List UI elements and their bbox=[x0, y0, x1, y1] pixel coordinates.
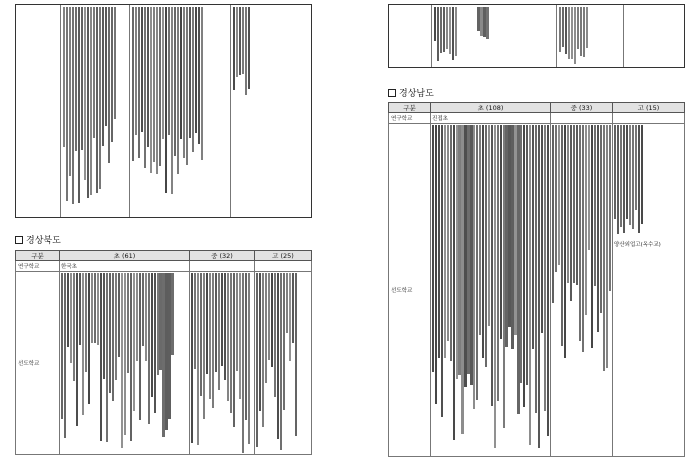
header-type: 구분 bbox=[389, 103, 431, 113]
school-name-text bbox=[609, 125, 611, 291]
leading-middle bbox=[551, 124, 613, 457]
section-title-gyeongnam bbox=[388, 86, 434, 99]
elementary-school-names-2 bbox=[477, 7, 488, 65]
square-bullet-icon bbox=[388, 89, 396, 97]
section-title-text: 경상남도 bbox=[399, 89, 434, 99]
elementary-school-names bbox=[63, 7, 127, 204]
school-name-text bbox=[171, 273, 173, 355]
school-name-text bbox=[586, 7, 588, 48]
research-high bbox=[255, 261, 312, 272]
top-right-table-panel bbox=[388, 4, 685, 68]
section-title-gyeongbuk bbox=[15, 233, 61, 246]
elementary-column bbox=[432, 5, 557, 67]
type-column bbox=[16, 5, 61, 217]
gyeongbuk-table bbox=[15, 250, 312, 455]
school-name-text bbox=[201, 7, 203, 160]
leading-middle bbox=[190, 272, 255, 455]
research-middle bbox=[551, 113, 613, 124]
middle-school-names bbox=[132, 7, 228, 194]
school-name-text bbox=[486, 7, 488, 39]
elementary-column bbox=[61, 5, 130, 217]
leading-high bbox=[255, 272, 312, 455]
row-type-research: 연구학교 bbox=[16, 261, 60, 272]
gyeongnam-table bbox=[388, 102, 685, 456]
school-name-text bbox=[455, 7, 457, 56]
row-type-research: 연구학교 bbox=[389, 113, 431, 124]
research-high bbox=[613, 113, 685, 124]
row-type-leading: 선도학교 bbox=[16, 272, 60, 455]
research-elementary: 한국초 bbox=[60, 261, 190, 272]
section-title-text: 경상북도 bbox=[26, 236, 61, 246]
leading-elementary bbox=[431, 124, 551, 457]
research-middle bbox=[190, 261, 255, 272]
leading-high bbox=[613, 124, 685, 457]
middle-column bbox=[557, 5, 624, 67]
leading-elementary bbox=[60, 272, 190, 455]
row-type-leading: 선도학교 bbox=[389, 124, 431, 457]
school-name-text bbox=[248, 7, 250, 89]
header-elementary: 초 (108) bbox=[431, 103, 551, 113]
school-name-text bbox=[641, 125, 643, 224]
header-type: 구분 bbox=[16, 251, 60, 261]
header-high: 고 (15) bbox=[613, 103, 685, 113]
middle-school-names bbox=[559, 7, 621, 64]
middle-column bbox=[130, 5, 231, 217]
school-name-text bbox=[295, 273, 297, 436]
header-middle: 중 (33) bbox=[551, 103, 613, 113]
type-column bbox=[389, 5, 432, 67]
header-middle: 중 (32) bbox=[190, 251, 255, 261]
high-school-names bbox=[233, 7, 309, 95]
note-special-school: 양산외업고(옥수교) bbox=[614, 242, 661, 249]
high-column bbox=[624, 5, 684, 67]
high-column bbox=[231, 5, 311, 217]
school-name-text bbox=[547, 125, 549, 436]
elementary-school-names bbox=[434, 7, 457, 65]
square-bullet-icon bbox=[15, 236, 23, 244]
header-elementary: 초 (61) bbox=[60, 251, 190, 261]
header-high: 고 (25) bbox=[255, 251, 312, 261]
top-left-table-panel bbox=[15, 4, 312, 218]
research-elementary: 진접초 bbox=[431, 113, 551, 124]
school-name-text bbox=[114, 7, 116, 119]
school-name-text bbox=[248, 273, 250, 444]
